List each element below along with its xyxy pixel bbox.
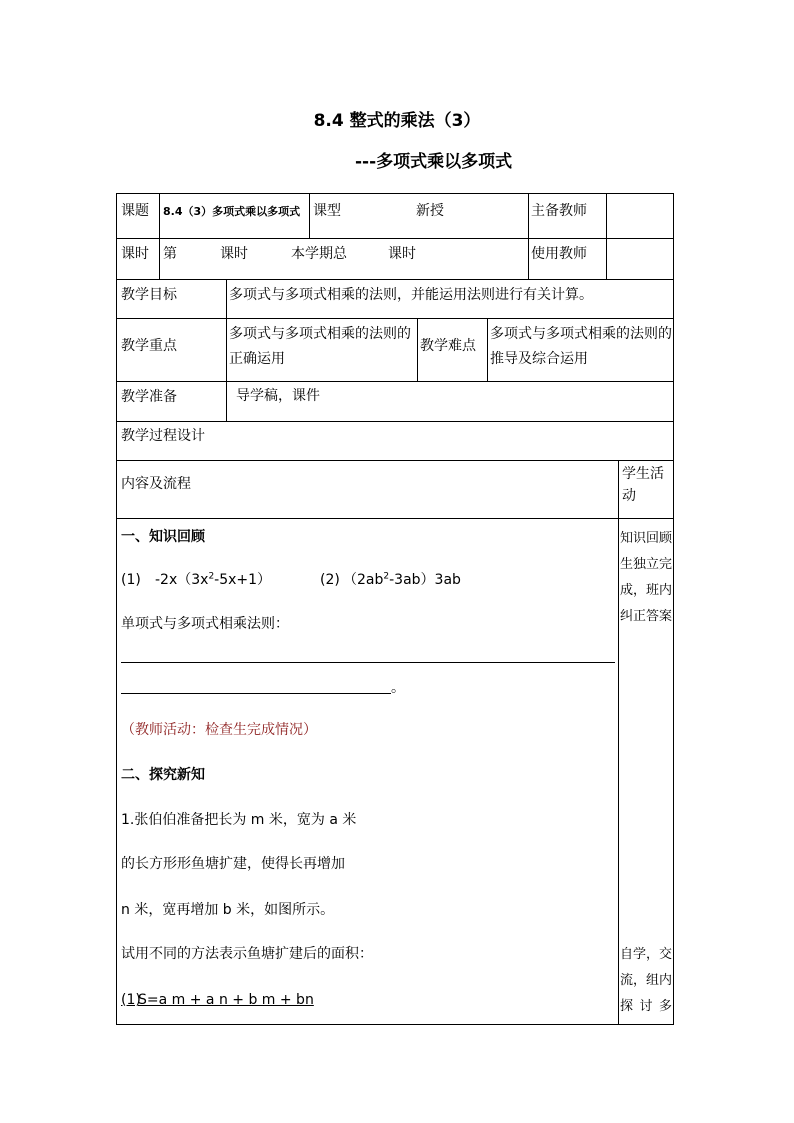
problem-line-1: 1.张伯伯准备把长为 m 米，宽为 a 米 [121, 812, 357, 828]
question-2-part-a: （2ab [343, 572, 384, 588]
question-2-exponent: 2 [383, 571, 390, 582]
answer-blank-line [121, 693, 391, 694]
keti-value: 8.4（3）多项式乘以多项式 [163, 205, 301, 218]
kexing-label: 课型 [313, 203, 341, 219]
row-line [116, 238, 674, 239]
row-line [116, 381, 674, 382]
col-line [159, 193, 160, 279]
answer-number: (1) [121, 992, 141, 1008]
difficulty-value: 多项式与多项式相乘的法则的推导及综合运用 [490, 326, 672, 367]
col-line [417, 318, 418, 381]
page-title: 8.4 整式的乘法（3） [313, 111, 481, 131]
col-line [309, 193, 310, 238]
col-line [606, 193, 607, 279]
answer-blank-line [121, 662, 615, 663]
question-1-part-a: -2x（3x [155, 572, 209, 588]
problem-line-2: 的长方形形鱼塘扩建，使得长再增加 [121, 856, 345, 872]
row-line [116, 460, 674, 461]
keshi-di: 第 [163, 246, 177, 262]
key-value: 多项式与多项式相乘的法则的正确运用 [229, 326, 411, 367]
page-subtitle: ---多项式乘以多项式 [355, 152, 513, 172]
question-2-number: (2) [320, 572, 340, 588]
row-line [116, 518, 674, 519]
question-1 [155, 570, 271, 590]
row-line [116, 421, 674, 422]
difficulty-label: 教学难点 [420, 338, 476, 354]
prep-label: 教学准备 [121, 389, 177, 405]
question-1-part-b: -5x+1） [214, 572, 272, 588]
content-label: 内容及流程 [121, 476, 191, 492]
answer-formula: S=a m + a n + b m + bn [138, 992, 314, 1008]
process-label: 教学过程设计 [121, 428, 205, 444]
section-explore: 二、探究新知 [121, 767, 205, 783]
col-line [618, 460, 619, 1025]
keti-label: 课题 [121, 203, 149, 219]
kexing-value: 新授 [416, 203, 444, 219]
keshi-label: 课时 [121, 246, 149, 262]
key-label: 教学重点 [121, 338, 177, 354]
col-line [226, 279, 227, 421]
row-line [116, 279, 674, 280]
teacher-activity-note: （教师活动：检查生完成情况） [121, 722, 317, 738]
teacher-label: 主备教师 [531, 203, 587, 219]
question-2-part-b: -3ab）3ab [389, 572, 461, 588]
goal-label: 教学目标 [121, 287, 177, 303]
user-teacher-label: 使用教师 [531, 246, 587, 262]
answer-period: 。 [391, 680, 405, 696]
col-line [528, 193, 529, 279]
row-line [116, 318, 674, 319]
rule-prompt: 单项式与多项式相乘法则： [121, 616, 289, 632]
problem-line-3: n 米，宽再增加 b 米，如图所示。 [121, 902, 335, 918]
question-1-exponent: 2 [208, 571, 215, 582]
question-1-number: (1) [121, 572, 141, 588]
prep-value: 导学稿，课件 [236, 388, 320, 404]
section-review: 一、知识回顾 [121, 529, 205, 545]
question-2 [343, 570, 461, 590]
keshi-unit: 课时 [220, 246, 248, 262]
student-activity-1: 知识回顾生独立完成，班内纠正答案 [620, 531, 673, 624]
student-activity-label: 学生活动 [622, 466, 664, 504]
keshi-unit-2: 课时 [388, 246, 416, 262]
col-line [487, 318, 488, 381]
student-activity-2: 自学，交流，组内探讨多 [620, 947, 673, 1014]
keshi-total: 本学期总 [291, 246, 347, 262]
problem-line-4: 试用不同的方法表示鱼塘扩建后的面积： [121, 946, 373, 962]
goal-value: 多项式与多项式相乘的法则，并能运用法则进行有关计算。 [229, 287, 593, 303]
